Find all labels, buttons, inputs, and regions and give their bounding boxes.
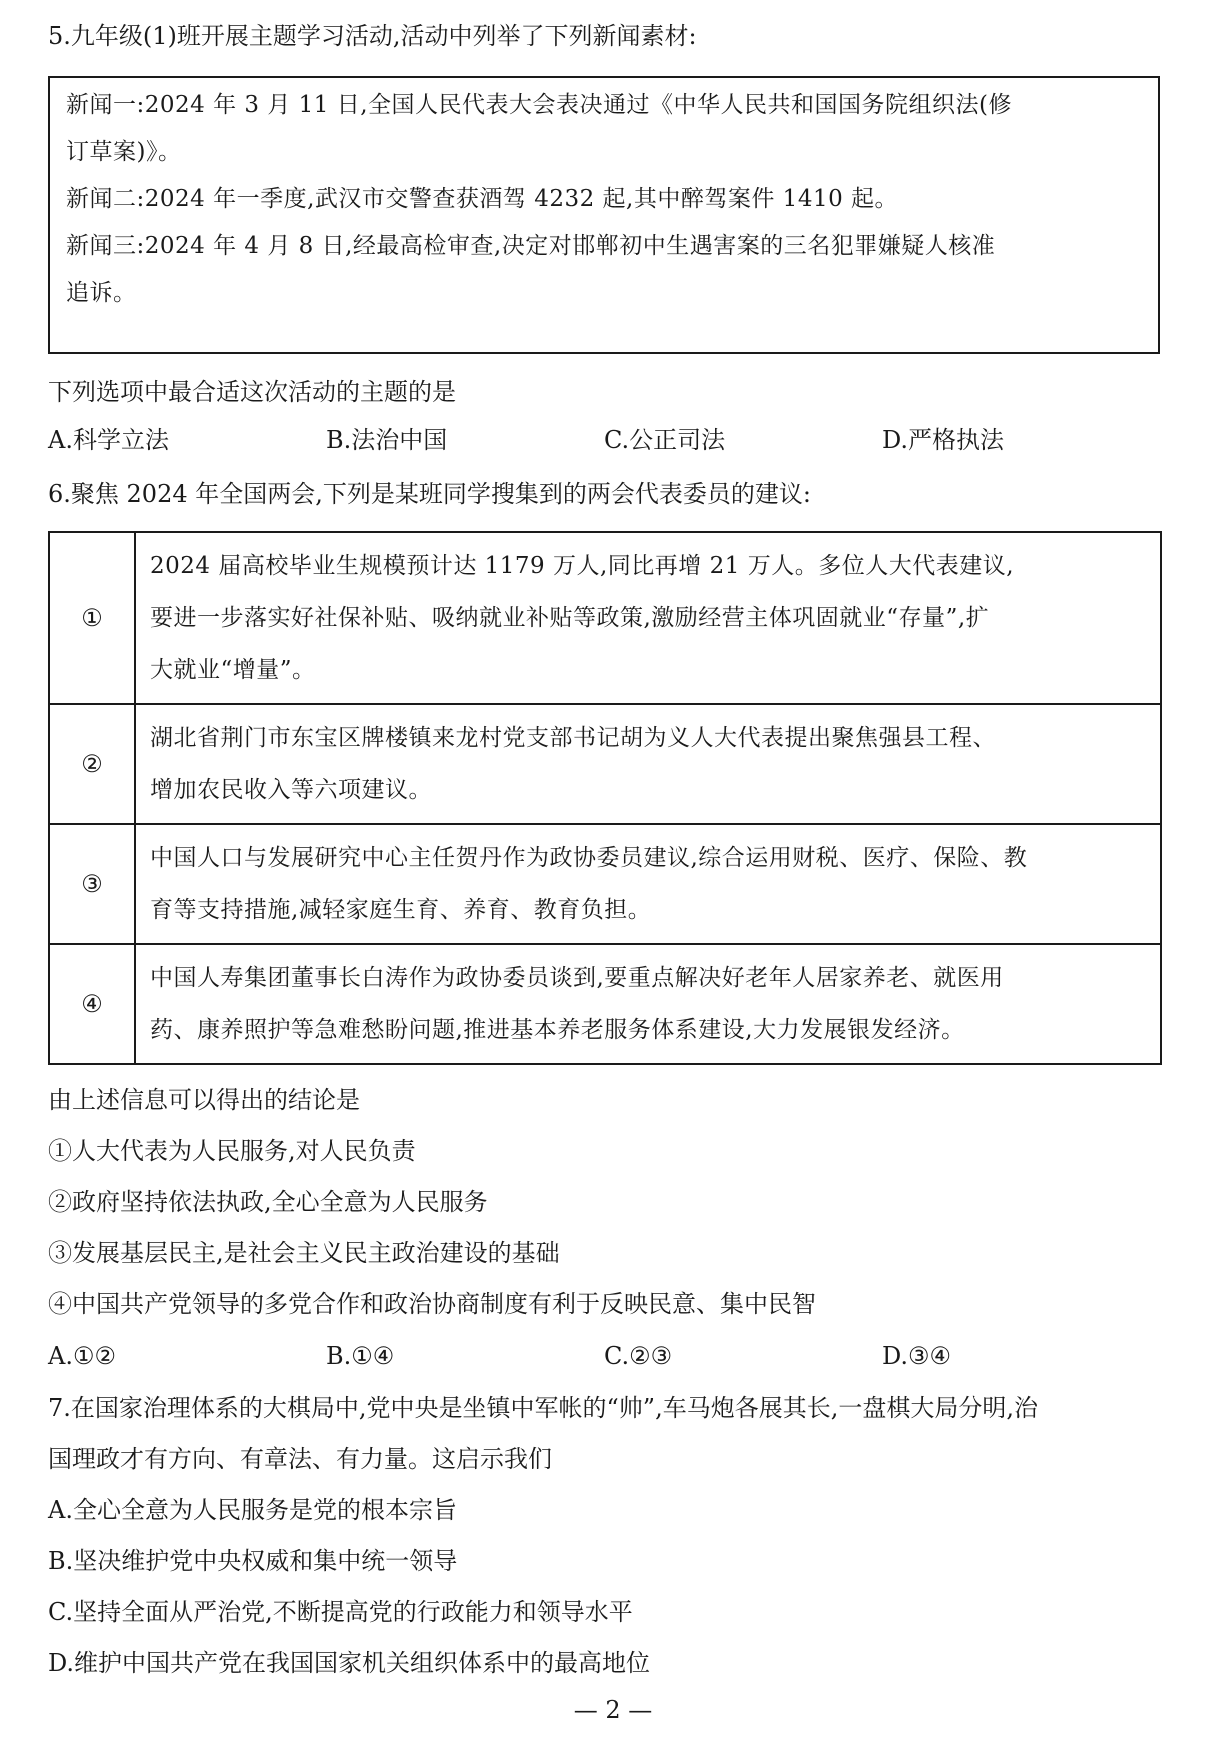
table-row <box>49 944 1161 1064</box>
row-text-line: 2024 届高校毕业生规模预计达 1179 万人,同比再增 21 万人。多位人大代表建议, <box>150 553 1015 579</box>
news-line: 新闻一:2024 年 3 月 11 日,全国人民代表大会表决通过《中华人民共和国国务院组织法(修 <box>66 92 1013 118</box>
row-text-line: 增加农民收入等六项建议。 <box>150 777 432 803</box>
row-text-line: 湖北省荆门市东宝区牌楼镇来龙村党支部书记胡为义人大代表提出聚焦强县工程、 <box>150 725 996 751</box>
option-d: D.③④ <box>882 1342 952 1370</box>
option-a: A.科学立法 <box>48 426 169 454</box>
option-a: A.①② <box>48 1342 116 1370</box>
option-a: A.全心全意为人民服务是党的根本宗旨 <box>48 1496 457 1524</box>
row-text <box>135 944 1161 1064</box>
row-number: ④ <box>49 944 135 1064</box>
row-number: ② <box>49 704 135 824</box>
page-number: — 2 — <box>573 1696 653 1724</box>
option-b: B.①④ <box>326 1342 395 1370</box>
row-text <box>135 532 1161 704</box>
option-b: B.法治中国 <box>326 426 448 454</box>
row-text-line: 药、康养照护等急难愁盼问题,推进基本养老服务体系建设,大力发展银发经济。 <box>150 1017 965 1043</box>
option-d: D.维护中国共产党在我国国家机关组织体系中的最高地位 <box>48 1649 651 1677</box>
option-d: D.严格执法 <box>882 426 1005 454</box>
q5-stem: 5.九年级(1)班开展主题学习活动,活动中列举了下列新闻素材: <box>48 22 697 50</box>
row-text-line: 要进一步落实好社保补贴、吸纳就业补贴等政策,激励经营主体巩固就业“存量”,扩 <box>150 605 990 631</box>
suggestion-table <box>48 531 1162 1065</box>
table-row <box>49 704 1161 824</box>
row-text-line: 大就业“增量”。 <box>150 657 316 683</box>
news-line: 追诉。 <box>66 280 137 306</box>
option-c: C.②③ <box>604 1342 673 1370</box>
q7-stem: 国理政才有方向、有章法、有力量。这启示我们 <box>48 1445 552 1473</box>
q6-statement: ②政府坚持依法执政,全心全意为人民服务 <box>48 1188 488 1216</box>
table-row <box>49 824 1161 944</box>
news-box <box>48 76 1160 354</box>
q5-question: 下列选项中最合适这次活动的主题的是 <box>48 378 456 406</box>
q6-statement: ①人大代表为人民服务,对人民负责 <box>48 1137 416 1165</box>
row-text-line: 育等支持措施,减轻家庭生育、养育、教育负担。 <box>150 897 652 923</box>
q6-question: 由上述信息可以得出的结论是 <box>48 1086 360 1114</box>
q6-options <box>48 1339 1168 1373</box>
option-c: C.坚持全面从严治党,不断提高党的行政能力和领导水平 <box>48 1598 633 1626</box>
row-text-line: 中国人口与发展研究中心主任贺丹作为政协委员建议,综合运用财税、医疗、保险、教 <box>150 845 1028 871</box>
news-line: 新闻三:2024 年 4 月 8 日,经最高检审查,决定对邯郸初中生遇害案的三名犯罪嫌疑人核准 <box>66 233 996 259</box>
q6-stem: 6.聚焦 2024 年全国两会,下列是某班同学搜集到的两会代表委员的建议: <box>48 480 811 508</box>
table-row <box>49 532 1161 704</box>
news-line: 订草案)》。 <box>66 139 182 165</box>
row-text-line: 中国人寿集团董事长白涛作为政协委员谈到,要重点解决好老年人居家养老、就医用 <box>150 965 1004 991</box>
q6-statement: ③发展基层民主,是社会主义民主政治建设的基础 <box>48 1239 560 1267</box>
news-line: 新闻二:2024 年一季度,武汉市交警查获酒驾 4232 起,其中醉驾案件 1410 起。 <box>66 186 899 212</box>
q6-statement: ④中国共产党领导的多党合作和政治协商制度有利于反映民意、集中民智 <box>48 1290 816 1318</box>
row-number: ③ <box>49 824 135 944</box>
row-text <box>135 704 1161 824</box>
row-text <box>135 824 1161 944</box>
option-b: B.坚决维护党中央权威和集中统一领导 <box>48 1547 458 1575</box>
q5-options <box>48 423 1168 457</box>
q7-stem: 7.在国家治理体系的大棋局中,党中央是坐镇中军帐的“帅”,车马炮各展其长,一盘棋大局分明,治 <box>48 1394 1038 1422</box>
option-c: C.公正司法 <box>604 426 726 454</box>
row-number: ① <box>49 532 135 704</box>
